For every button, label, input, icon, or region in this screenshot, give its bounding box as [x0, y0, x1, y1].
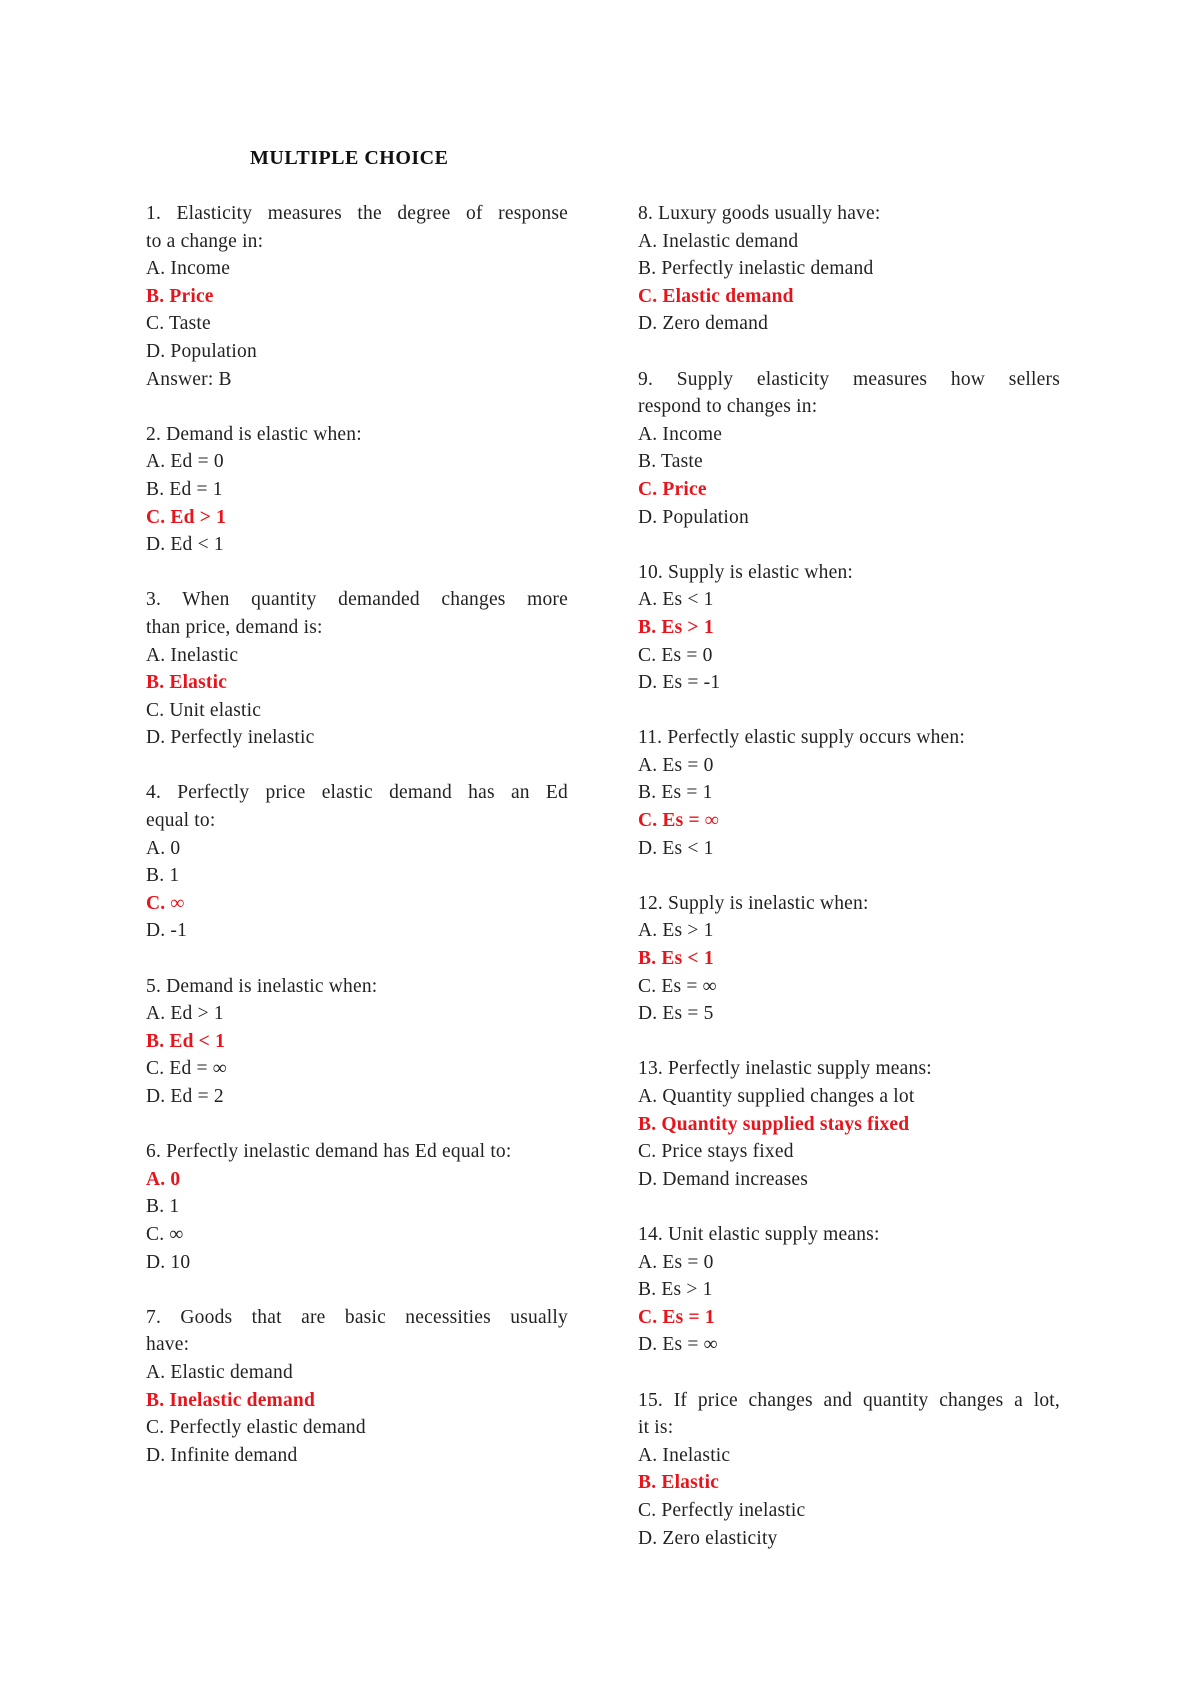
option: C. Price stays fixed	[638, 1141, 794, 1163]
correct-option: C. Price	[638, 478, 707, 500]
spacer	[146, 393, 568, 421]
correct-option: B. Es < 1	[638, 948, 714, 970]
correct-option: B. Es > 1	[638, 616, 714, 638]
option: C. Unit elastic	[146, 699, 262, 721]
question-stem: 6. Perfectly inelastic demand has Ed equal to:	[146, 1141, 512, 1163]
correct-option: B. Elastic	[638, 1472, 720, 1494]
option: D. Demand increases	[638, 1168, 809, 1190]
spacer	[146, 1276, 568, 1304]
option: A. Es > 1	[638, 920, 714, 942]
question-block	[638, 1221, 1060, 1359]
question-stem: have:	[146, 1334, 190, 1356]
question-stem: 2. Demand is elastic when:	[146, 423, 362, 445]
option: B. Ed = 1	[146, 478, 223, 500]
option: A. Ed = 0	[146, 451, 224, 473]
option: D. Perfectly inelastic	[146, 727, 315, 749]
question-stem: 7. Goods that are basic necessities usually	[146, 1306, 568, 1328]
correct-option: C. Elastic demand	[638, 285, 794, 307]
spacer	[638, 531, 1060, 559]
option: A. Es = 0	[638, 1251, 714, 1273]
option: A. Inelastic demand	[638, 230, 799, 252]
question-stem: it is:	[638, 1417, 674, 1439]
option: D. Population	[638, 506, 749, 528]
spacer	[638, 862, 1060, 890]
option: C. Perfectly elastic demand	[146, 1417, 366, 1439]
question-stem: 3. When quantity demanded changes more	[146, 589, 568, 611]
correct-option: C. Es = 1	[638, 1306, 715, 1328]
option: D. Population	[146, 340, 257, 362]
spacer	[146, 1111, 568, 1139]
option: A. Ed > 1	[146, 1003, 224, 1025]
option: A. Elastic demand	[146, 1361, 293, 1383]
option: B. Es = 1	[638, 782, 713, 804]
question-block	[146, 1138, 568, 1276]
spacer	[638, 697, 1060, 725]
question-block	[146, 586, 568, 752]
option: A. Es = 0	[638, 754, 714, 776]
correct-option: B. Quantity supplied stays fixed	[638, 1113, 910, 1135]
question-block	[638, 1055, 1060, 1193]
option: B. Perfectly inelastic demand	[638, 258, 874, 280]
question-stem: 8. Luxury goods usually have:	[638, 203, 881, 224]
correct-option: C. Es = ∞	[638, 810, 719, 832]
option: C. ∞	[146, 1223, 184, 1245]
question-stem: 5. Demand is inelastic when:	[146, 975, 378, 997]
option: B. 1	[146, 1196, 180, 1218]
option: B. Taste	[638, 451, 703, 473]
question-stem: equal to:	[146, 810, 216, 832]
question-block	[146, 779, 568, 945]
correct-option: B. Price	[146, 285, 214, 307]
question-stem: to a change in:	[146, 230, 264, 252]
question-stem: 4. Perfectly price elastic demand has an Ed	[146, 782, 568, 804]
option: C. Taste	[146, 313, 211, 335]
option: A. Es < 1	[638, 589, 714, 611]
question-block	[638, 200, 1060, 338]
option: D. Es = ∞	[638, 1334, 718, 1356]
question-stem: 12. Supply is inelastic when:	[638, 892, 869, 914]
question-block	[146, 973, 568, 1111]
spacer	[146, 752, 568, 780]
right-column	[638, 200, 1060, 1580]
question-stem: 13. Perfectly inelastic supply means:	[638, 1058, 932, 1080]
option: D. 10	[146, 1251, 191, 1273]
option: A. Inelastic	[146, 644, 239, 666]
question-stem: 14. Unit elastic supply means:	[638, 1223, 880, 1245]
option: D. Es < 1	[638, 837, 714, 859]
option: D. Ed = 2	[146, 1086, 224, 1107]
question-stem: 11. Perfectly elastic supply occurs when:	[638, 727, 965, 749]
left-column	[146, 200, 568, 1497]
question-block	[146, 421, 568, 559]
option: C. Es = ∞	[638, 975, 717, 997]
spacer	[638, 1552, 1060, 1580]
option: C. Es = 0	[638, 644, 713, 666]
correct-option: B. Inelastic demand	[146, 1389, 316, 1411]
option: D. Ed < 1	[146, 534, 224, 556]
question-stem: 9. Supply elasticity measures how sellers	[638, 368, 1060, 390]
page-title: MULTIPLE CHOICE	[250, 147, 449, 169]
option: A. 0	[146, 837, 181, 859]
question-block	[146, 1304, 568, 1470]
correct-option: B. Ed < 1	[146, 1030, 226, 1052]
correct-option: B. Elastic	[146, 672, 228, 694]
question-stem: 1. Elasticity measures the degree of response	[146, 203, 568, 224]
option: B. Es > 1	[638, 1279, 713, 1301]
question-stem: 15. If price changes and quantity changes a lot,	[638, 1389, 1060, 1411]
spacer	[638, 338, 1060, 366]
option: A. Income	[146, 258, 231, 280]
option: D. -1	[146, 920, 188, 942]
answer-key: Answer: B	[146, 368, 232, 390]
question-block	[638, 1387, 1060, 1553]
option: D. Es = -1	[638, 672, 721, 694]
option: B. 1	[146, 865, 180, 887]
spacer	[638, 1193, 1060, 1221]
question-stem: than price, demand is:	[146, 616, 323, 638]
spacer	[638, 1028, 1060, 1056]
correct-option: C. Ed > 1	[146, 506, 227, 528]
question-block	[638, 724, 1060, 862]
spacer	[146, 559, 568, 587]
question-block	[638, 366, 1060, 532]
option: D. Infinite demand	[146, 1444, 298, 1466]
spacer	[638, 1359, 1060, 1387]
question-block	[638, 559, 1060, 697]
option: C. Perfectly inelastic	[638, 1499, 806, 1521]
option: D. Es = 5	[638, 1003, 714, 1025]
option: D. Zero elasticity	[638, 1527, 778, 1549]
option: D. Zero demand	[638, 313, 769, 335]
question-block	[638, 890, 1060, 1028]
question-block	[146, 200, 568, 393]
correct-option: C. ∞	[146, 892, 185, 914]
question-stem: respond to changes in:	[638, 396, 818, 418]
correct-option: A. 0	[146, 1168, 181, 1190]
question-stem: 10. Supply is elastic when:	[638, 561, 854, 583]
option: A. Income	[638, 423, 723, 445]
option: A. Quantity supplied changes a lot	[638, 1086, 915, 1107]
spacer	[146, 1469, 568, 1497]
spacer	[146, 945, 568, 973]
option: C. Ed = ∞	[146, 1058, 227, 1080]
option: A. Inelastic	[638, 1444, 731, 1466]
